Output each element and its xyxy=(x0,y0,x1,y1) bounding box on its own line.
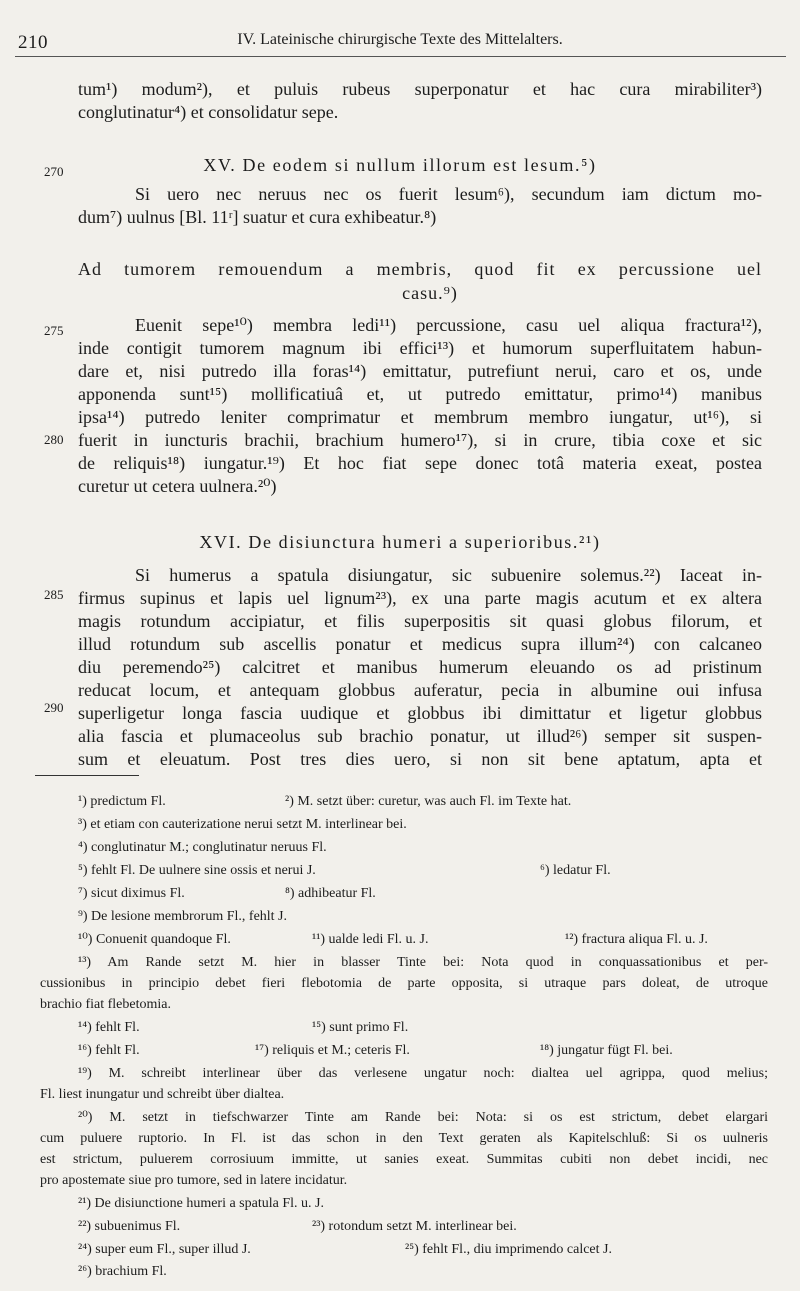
footnote: ³) et etiam con cauterizatione nerui setzt M. interlinear bei. xyxy=(78,817,407,832)
footnote: cussionibus in principio debet fieri flebotomia de parte opposita, si utraque pars doleat, de utroque xyxy=(40,976,768,991)
page-number: 210 xyxy=(18,32,48,53)
footnote: ¹⁰) Conuenit quandoque Fl. xyxy=(78,932,231,947)
body-line: dare et, nisi putredo illa foras¹⁴) emittatur, putrefiunt nerui, caro et os, unde xyxy=(78,361,762,381)
line-number-280: 280 xyxy=(44,432,64,447)
footnote: ¹²) fractura aliqua Fl. u. J. xyxy=(565,932,708,947)
footnote: ²⁰) M. setzt in tiefschwarzer Tinte am Rande bei: Nota: si os est strictum, debet elargari xyxy=(78,1110,768,1125)
footnote: ²²) subuenimus Fl. xyxy=(78,1219,181,1234)
body-line: sum et eleuatum. Post tres dies uero, si non sit bene aptatum, apta et xyxy=(78,749,762,769)
header-rule xyxy=(15,56,786,57)
footnote: ¹⁷) reliquis et M.; ceteris Fl. xyxy=(255,1043,410,1058)
running-title: IV. Lateinische chirurgische Texte des Mittelalters. xyxy=(237,31,563,48)
line-number-285: 285 xyxy=(44,587,64,602)
footnote: ¹⁹) M. schreibt interlinear über das verlesene ungatur noch: dialtea uel agrippa, quod melius; xyxy=(78,1066,768,1081)
body-line: inde contigit tumorem magnum ibi effici¹³) et humorum superfluitatem habun- xyxy=(78,338,762,358)
footnote: pro apostemate siue pro tumore, sed in latere incidatur. xyxy=(40,1173,348,1188)
footnote: ²³) rotondum setzt M. interlinear bei. xyxy=(312,1219,517,1234)
footnote: ¹⁸) jungatur fügt Fl. bei. xyxy=(540,1043,673,1058)
footnote: ⁷) sicut diximus Fl. xyxy=(78,886,185,901)
body-line: Si humerus a spatula disiungatur, sic subuenire solemus.²²) Iaceat in- xyxy=(135,565,762,585)
body-line: ipsa¹⁴) putredo leniter comprimatur et membrum membro iungatur, ut¹⁶), si xyxy=(78,407,762,427)
chapter-heading-xvi: XVI. De disiunctura humeri a superioribus.²¹) xyxy=(199,532,601,552)
body-line: illud rotundum sub ascellis ponatur et medicus supra illum²⁴) con calcaneo xyxy=(78,634,762,654)
footnote: ¹⁶) fehlt Fl. xyxy=(78,1043,140,1058)
footnote: ¹³) Am Rande setzt M. hier in blasser Tinte bei: Nota quod in conquassationibus et per- xyxy=(78,955,768,970)
footnote: ¹¹) ualde ledi Fl. u. J. xyxy=(312,932,429,947)
footnote: ¹⁵) sunt primo Fl. xyxy=(312,1020,409,1035)
footnote: ¹) predictum Fl. xyxy=(78,794,166,809)
body-line: superligetur longa fascia uudique et globbus ibi dimittatur et ligetur globbus xyxy=(78,703,762,723)
footnote: ⁸) adhibeatur Fl. xyxy=(285,886,376,901)
body-line: firmus supinus et lapis uel lignum²³), ex una parte magis acutum et ex altera xyxy=(78,588,762,608)
body-line: magis rotundum accipiatur, et filis superpositis sit quasi globus filorum, et xyxy=(78,611,762,631)
subheading: Ad tumorem remouendum a membris, quod fit ex percussione uel xyxy=(78,259,762,279)
body-line: conglutinatur⁴) et consolidatur sepe. xyxy=(78,102,339,122)
footnote: ⁹) De lesione membrorum Fl., fehlt J. xyxy=(78,909,288,924)
footnote: ²) M. setzt über: curetur, was auch Fl. im Texte hat. xyxy=(285,794,572,809)
subheading: casu.⁹) xyxy=(402,283,458,303)
body-line: Euenit sepe¹⁰) membra ledi¹¹) percussione, casu uel aliqua fractura¹²), xyxy=(135,315,762,335)
footnote: Fl. liest inungatur und schreibt über dialtea. xyxy=(40,1087,285,1102)
footnote: est strictum, puluerem corrosiuum immitte, ut sanies exeat. Summitas cubiti non debet incidi, nec xyxy=(40,1152,768,1167)
body-line: diu peremendo²⁵) calcitret et manibus humerum eleuando os ad pristinum xyxy=(78,657,762,677)
body-line: dum⁷) uulnus [Bl. 11ʳ] suatur et cura exhibeatur.⁸) xyxy=(78,207,437,227)
footnote: ¹⁴) fehlt Fl. xyxy=(78,1020,140,1035)
body-line: curetur ut cetera uulnera.²⁰) xyxy=(78,476,277,496)
body-line: reducat locum, et antequam globbus auferatur, pecia in albumine oui infusa xyxy=(78,680,762,700)
footnote: cum puluere ruptorio. In Fl. ist das schon in den Text geraten als Kapitelschluß: Si os uulneris xyxy=(40,1131,768,1146)
footnote: ²¹) De disiunctione humeri a spatula Fl. u. J. xyxy=(78,1196,324,1211)
footnote: ²⁶) brachium Fl. xyxy=(78,1264,167,1279)
footnote-rule xyxy=(35,775,139,776)
footnote: brachio fiat flebetomia. xyxy=(40,997,171,1012)
footnote: ²⁴) super eum Fl., super illud J. xyxy=(78,1242,251,1257)
footnote: ⁵) fehlt Fl. De uulnere sine ossis et nerui J. xyxy=(78,863,316,878)
body-line: tum¹) modum²), et puluis rubeus superponatur et hac cura mirabiliter³) xyxy=(78,79,762,99)
body-line: apponenda sunt¹⁵) mollificatiuâ et, ut putredo emittatur, primo¹⁴) manibus xyxy=(78,384,762,404)
body-line: de reliquis¹⁸) iungatur.¹⁹) Et hoc fiat sepe donec totâ materia exeat, postea xyxy=(78,453,762,473)
line-number-275: 275 xyxy=(44,323,64,338)
body-line: fuerit in iuncturis brachii, brachium humero¹⁷), si in crure, tibia coxe et sic xyxy=(78,430,762,450)
line-number-270: 270 xyxy=(44,164,64,179)
chapter-heading-xv: XV. De eodem si nullum illorum est lesum.⁵) xyxy=(203,155,597,175)
body-line: alia fascia et plumaceolus sub brachio ponatur, ut illud²⁶) semper sit suspen- xyxy=(78,726,762,746)
body-line: Si uero nec neruus nec os fuerit lesum⁶), secundum iam dictum mo- xyxy=(135,184,762,204)
footnote: ²⁵) fehlt Fl., diu imprimendo calcet J. xyxy=(405,1242,612,1257)
footnote: ⁴) conglutinatur M.; conglutinatur neruus Fl. xyxy=(78,840,327,855)
line-number-290: 290 xyxy=(44,700,64,715)
footnote: ⁶) ledatur Fl. xyxy=(540,863,611,878)
